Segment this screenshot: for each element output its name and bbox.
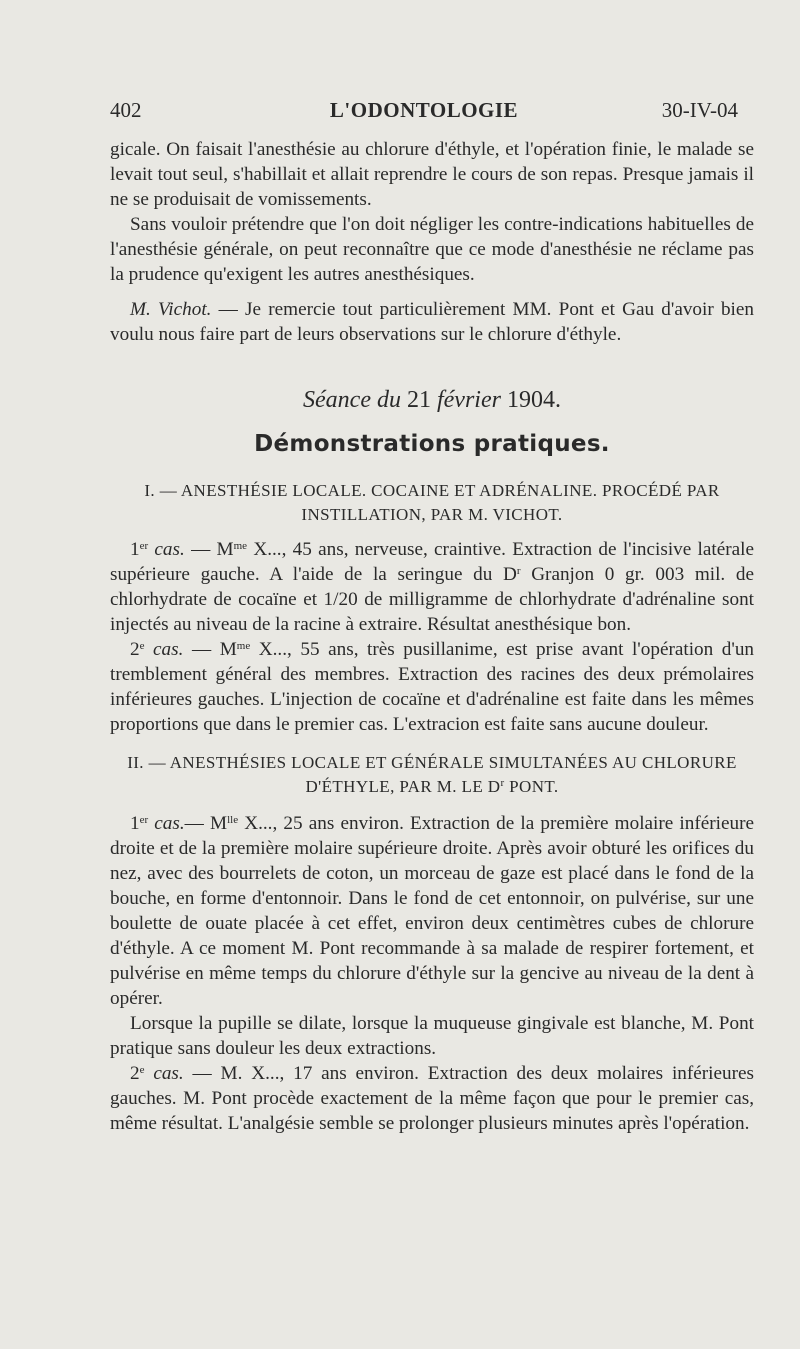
section-1-case-2 xyxy=(110,637,754,737)
heading-text: PONT. xyxy=(504,777,559,796)
case-text: X..., 25 ans environ. Extraction de la première molaire inférieure droite et de la première molaire supérieure droite. Après avoir obturé les orifices du nez, avec des bourrelets de coton, un morceau de gaze est placé dans le fond de la bouche, en forme d'entonnoir. Dans le fond de cet entonnoir, on pulvérise, sur une boulette de ouate placée à cet effet, environ deux centimètres cubes de chlorure d'éthyle. A ce moment M. Pont recommande à sa malade de respirer fortement, et pulvérise en même temps du chlorure d'éthyle sur la gencive au niveau de la dent à opérer. xyxy=(110,813,755,1009)
case-dash: — M xyxy=(183,639,237,660)
case-label: cas. xyxy=(148,539,185,560)
case-text: X..., 55 ans, très pusillanime, est prise avant l'opération d'un tremblement général des membres. Extraction des racines des deux prémolaires inférieures gauches. L'injection de cocaïne et d'adrénaline est faite dans les mêmes proportions que dans le premier cas. L'extracion est faite sans aucune douleur. xyxy=(110,639,755,735)
heading-text: D'ÉTHYLE, PAR M. LE D xyxy=(305,777,501,796)
seance-month: février xyxy=(436,387,501,413)
seance-prefix: Séance du xyxy=(303,387,401,413)
case-dash: — M xyxy=(184,813,228,834)
section-2-case-2 xyxy=(110,1061,754,1136)
section-1-heading-line2: INSTILLATION, PAR M. VICHOT. xyxy=(301,505,563,524)
title-abbrev: r xyxy=(516,565,521,577)
case-label: cas. xyxy=(144,1063,184,1084)
speaker-name: M. Vichot. xyxy=(130,299,212,320)
case-number: 1 xyxy=(130,813,140,834)
section-2-heading-line2 xyxy=(110,775,754,799)
section-1-heading-line1: I. — ANESTHÉSIE LOCALE. COCAINE ET ADRÉNALINE. PROCÉDÉ PAR xyxy=(144,481,720,500)
section-2-case-1 xyxy=(110,811,754,1011)
seance-heading xyxy=(110,385,754,415)
case-text: X..., 45 ans, nerveuse, craintive. Extraction de l'incisive latérale supérieure gauche. A l'aide de la seringue du D xyxy=(110,539,755,585)
section-1-heading xyxy=(110,479,754,527)
case-text: Granjon 0 gr. 003 mil. de chlorhydrate de cocaïne et 1/20 de milligramme de chlorhydrate d'adrénaline sont injectés au niveau de la racine à extraire. Résultat anesthésique bon. xyxy=(110,564,754,635)
case-ordinal: e xyxy=(139,640,145,652)
case-number: 2 xyxy=(130,639,140,660)
case-ordinal: er xyxy=(139,540,149,552)
paragraph: Sans vouloir prétendre que l'on doit négliger les contre-indications habituelles de l'anesthésie générale, on peut reconnaître que ce mode d'anesthésie ne réclame pas la prudence qu'exigent les autres anesthésiques. xyxy=(110,214,754,285)
case-text: — M. X..., 17 ans environ. Extraction des deux molaires inférieures gauches. M. Pont procède exactement de la même façon que pour le premier cas, même résultat. L'analgésie semble se prolonger plusieurs minutes après l'opération. xyxy=(110,1063,754,1134)
title-abbrev: lle xyxy=(227,814,239,826)
case-ordinal: e xyxy=(139,1064,145,1076)
case-label: cas. xyxy=(148,813,185,834)
section-2-paragraph: Lorsque la pupille se dilate, lorsque la muqueuse gingivale est blanche, M. Pont pratique sans douleur les deux extractions. xyxy=(110,1013,754,1059)
title-abbrev: r xyxy=(500,777,505,789)
case-number: 2 xyxy=(130,1063,140,1084)
section-2-heading-line1: II. — ANESTHÉSIES LOCALE ET GÉNÉRALE SIMULTANÉES AU CHLORURE xyxy=(127,753,737,772)
paragraph-continued: gicale. On faisait l'anesthésie au chlorure d'éthyle, et l'opération finie, le malade se levait tout seul, s'habillait et allait reprendre le cours de son repas. Presque jamais il ne se produisait de vomissements. xyxy=(110,139,754,210)
case-number: 1 xyxy=(130,539,140,560)
speaker-text: — Je remercie tout particulièrement MM. Pont et Gau d'avoir bien voulu nous faire part de leurs observations sur le chlorure d'éthyle. xyxy=(110,299,754,345)
section-title: Démonstrations pratiques. xyxy=(254,431,610,457)
paragraph-vichot xyxy=(110,297,754,347)
case-label: cas. xyxy=(144,639,184,660)
page-number: 402 xyxy=(110,98,142,122)
case-ordinal: er xyxy=(139,814,149,826)
section-2-heading xyxy=(110,751,754,799)
title-abbrev: me xyxy=(236,640,251,652)
case-dash: — M xyxy=(184,539,234,560)
seance-day: 21 xyxy=(406,387,431,413)
section-1-case-1 xyxy=(110,537,754,637)
running-title: L'ODONTOLOGIE xyxy=(329,98,519,122)
seance-year: 1904. xyxy=(506,387,561,413)
page-body xyxy=(110,137,754,1136)
issue-date: 30-IV-04 xyxy=(661,98,738,122)
title-abbrev: me xyxy=(233,540,248,552)
running-header xyxy=(110,98,738,128)
